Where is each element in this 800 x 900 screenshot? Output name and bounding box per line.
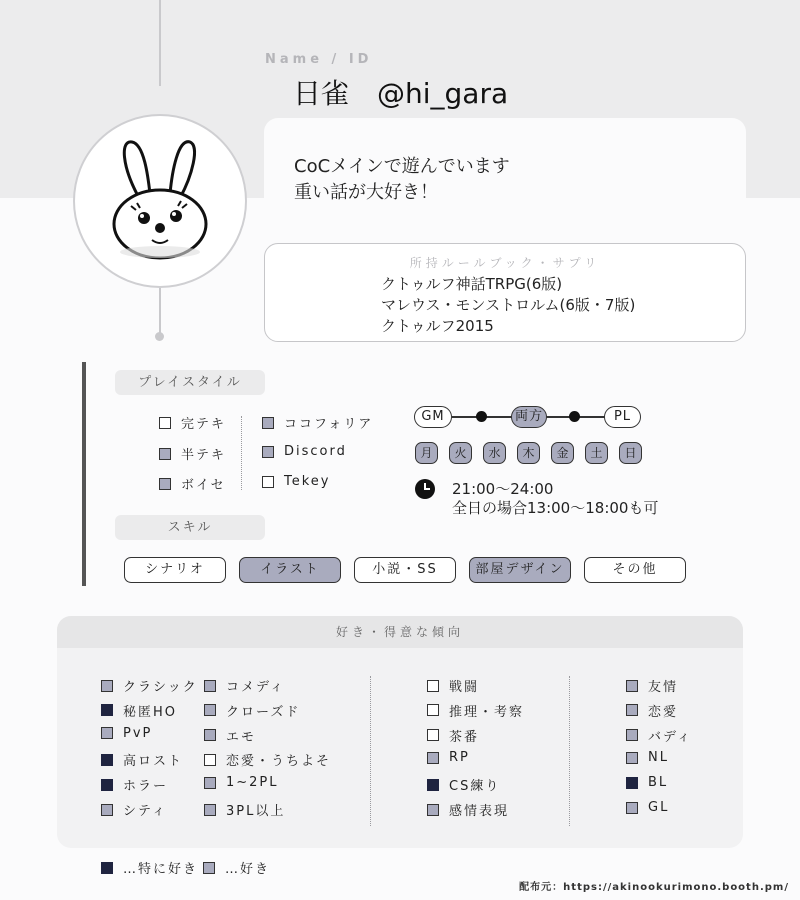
checkbox[interactable] — [204, 804, 216, 816]
likes-header: 好き・得意な傾向 — [57, 616, 743, 648]
like-item[interactable] — [204, 676, 285, 695]
rulebooks-label: 所持ルールブック・サプリ — [409, 256, 601, 270]
playstyle-label: プレイスタイル — [115, 370, 265, 395]
like-item[interactable] — [204, 701, 300, 720]
like-item[interactable] — [427, 750, 470, 765]
checkbox[interactable] — [204, 754, 216, 766]
playstyle-item[interactable] — [262, 413, 373, 432]
name-label: Name / ID — [265, 52, 373, 67]
day-monday[interactable]: 月 — [415, 442, 438, 464]
checkbox-label: 友情 — [648, 680, 679, 695]
like-item[interactable] — [626, 676, 678, 695]
day-saturday[interactable]: 土 — [585, 442, 608, 464]
checkbox-label: GL — [648, 800, 670, 815]
decorative-line — [159, 0, 161, 86]
day-tuesday[interactable]: 火 — [449, 442, 472, 464]
day-friday[interactable]: 金 — [551, 442, 574, 464]
rulebook-item: クトゥルフ神話TRPG(6版) — [381, 275, 563, 293]
like-item[interactable] — [204, 775, 279, 790]
checkbox[interactable] — [101, 754, 113, 766]
skill-other[interactable]: その他 — [584, 557, 686, 583]
checkbox[interactable] — [101, 680, 113, 692]
playstyle-item[interactable] — [159, 444, 226, 463]
checkbox[interactable] — [427, 704, 439, 716]
checkbox[interactable] — [101, 779, 113, 791]
both-option[interactable]: 両方 — [511, 406, 547, 428]
checkbox-label: クローズド — [226, 704, 301, 720]
checkbox[interactable] — [204, 680, 216, 692]
checkbox-label: ボイセ — [181, 478, 226, 493]
checkbox-label: Tekey — [284, 474, 331, 489]
checkbox-label: 完テキ — [181, 417, 227, 432]
checkbox[interactable] — [626, 752, 638, 764]
gm-pl-dot — [569, 411, 580, 422]
gm-pl-dot — [476, 411, 487, 422]
checkbox[interactable] — [159, 478, 171, 490]
play-time — [452, 480, 658, 518]
checkbox-label: NL — [648, 750, 669, 766]
decorative-line — [159, 288, 161, 336]
legend-love — [101, 858, 198, 877]
like-item[interactable] — [427, 676, 479, 695]
divider — [370, 676, 371, 826]
rulebooks-list — [381, 274, 635, 337]
checkbox-label: 高ロスト — [123, 754, 184, 770]
playstyle-item[interactable] — [159, 413, 226, 432]
like-item[interactable] — [427, 701, 524, 720]
credit: 配布元：https://akinookurimono.booth.pm/ — [519, 882, 789, 893]
checkbox[interactable] — [159, 448, 171, 460]
checkbox[interactable] — [101, 804, 113, 816]
like-item[interactable] — [204, 726, 256, 745]
checkbox[interactable] — [262, 417, 274, 429]
day-sunday[interactable]: 日 — [619, 442, 642, 464]
checkbox[interactable] — [101, 727, 113, 739]
checkbox-label: 推理・考察 — [449, 704, 525, 720]
like-item[interactable] — [101, 701, 177, 720]
checkbox[interactable] — [626, 680, 638, 692]
day-wednesday[interactable]: 水 — [483, 442, 506, 464]
checkbox[interactable] — [204, 777, 216, 789]
legend-swatch — [101, 862, 113, 874]
profile-name: 日雀 @hi_gara — [293, 77, 509, 110]
checkbox[interactable] — [427, 804, 439, 816]
legend-label: …好き — [225, 862, 271, 877]
divider — [241, 416, 242, 490]
like-item[interactable] — [204, 750, 331, 769]
like-item[interactable] — [101, 726, 152, 741]
checkbox[interactable] — [204, 704, 216, 716]
checkbox[interactable] — [262, 476, 274, 488]
gm-option[interactable]: GM — [414, 406, 452, 428]
like-item[interactable] — [101, 800, 167, 819]
checkbox-label: 茶番 — [449, 729, 480, 745]
skills-label: スキル — [115, 515, 265, 540]
checkbox[interactable] — [159, 417, 171, 429]
bio-line: CoCメインで遊んでいます — [294, 156, 510, 177]
checkbox-label: PvP — [123, 725, 153, 741]
clock-icon — [414, 478, 436, 500]
bio-box — [264, 118, 746, 234]
checkbox-label: 戦闘 — [449, 680, 480, 695]
checkbox-label: クラシック — [123, 680, 198, 695]
like-item[interactable] — [101, 676, 198, 695]
like-item[interactable] — [626, 726, 692, 745]
checkbox-label: ココフォリア — [284, 417, 374, 432]
pl-option[interactable]: PL — [604, 406, 641, 428]
checkbox-label: 1~2PL — [226, 775, 279, 791]
skill-novel[interactable]: 小説・SS — [354, 557, 456, 583]
checkbox-label: Discord — [284, 444, 347, 459]
legend-like — [203, 858, 270, 877]
checkbox-label: エモ — [226, 729, 257, 745]
like-item[interactable] — [626, 750, 669, 765]
checkbox-label: BL — [648, 775, 669, 791]
checkbox[interactable] — [427, 752, 439, 764]
rulebooks-box — [264, 243, 746, 342]
legend-label: …特に好き — [123, 862, 199, 877]
playstyle-item[interactable] — [262, 474, 331, 489]
skill-scenario[interactable]: シナリオ — [124, 557, 226, 583]
checkbox-label: シティ — [123, 804, 167, 819]
section-bar — [82, 362, 86, 586]
checkbox[interactable] — [626, 777, 638, 789]
rabbit-face-icon — [100, 136, 220, 266]
checkbox-label: 恋愛・うちよそ — [226, 754, 332, 770]
skill-illustration[interactable]: イラスト — [239, 557, 341, 583]
checkbox-label: コメディ — [226, 680, 285, 695]
playstyle-item[interactable] — [262, 444, 347, 459]
checkbox-label: 秘匿HO — [123, 704, 178, 720]
bio-text — [294, 154, 510, 206]
like-item[interactable] — [626, 800, 669, 815]
checkbox[interactable] — [262, 446, 274, 458]
checkbox-label: 感情表現 — [449, 804, 510, 819]
checkbox[interactable] — [101, 704, 113, 716]
checkbox[interactable] — [626, 729, 638, 741]
like-item[interactable] — [427, 800, 509, 819]
like-item[interactable] — [101, 750, 183, 769]
checkbox[interactable] — [427, 729, 439, 741]
rulebook-item: マレウス・モンストロルム(6版・7版) — [381, 296, 636, 314]
divider — [569, 676, 570, 826]
checkbox-label: バディ — [648, 729, 692, 745]
checkbox[interactable] — [204, 729, 216, 741]
avatar — [73, 114, 247, 288]
checkbox[interactable] — [427, 680, 439, 692]
checkbox[interactable] — [427, 779, 439, 791]
playstyle-item[interactable] — [159, 474, 226, 493]
checkbox-label: 半テキ — [181, 448, 227, 463]
checkbox[interactable] — [626, 704, 638, 716]
checkbox[interactable] — [626, 802, 638, 814]
like-item[interactable] — [204, 800, 285, 819]
bio-line: 重い話が大好き！ — [294, 182, 438, 203]
decorative-dot — [155, 332, 164, 341]
checkbox-label: ホラー — [123, 779, 169, 795]
legend-swatch — [203, 862, 215, 874]
checkbox-label: CS練り — [449, 779, 501, 795]
time-line: 全日の場合13:00～18:00も可 — [452, 499, 659, 517]
checkbox-label: RP — [449, 750, 470, 766]
like-item[interactable] — [427, 726, 479, 745]
like-item[interactable] — [101, 775, 168, 794]
day-thursday[interactable]: 木 — [517, 442, 540, 464]
checkbox-label: 恋愛 — [648, 704, 679, 720]
like-item[interactable] — [427, 775, 500, 794]
time-line: 21:00～24:00 — [452, 480, 554, 498]
skill-room-design[interactable]: 部屋デザイン — [469, 557, 571, 583]
like-item[interactable] — [626, 701, 678, 720]
like-item[interactable] — [626, 775, 668, 790]
checkbox-label: 3PL以上 — [226, 804, 286, 819]
rulebook-item: クトゥルフ2015 — [381, 317, 494, 335]
